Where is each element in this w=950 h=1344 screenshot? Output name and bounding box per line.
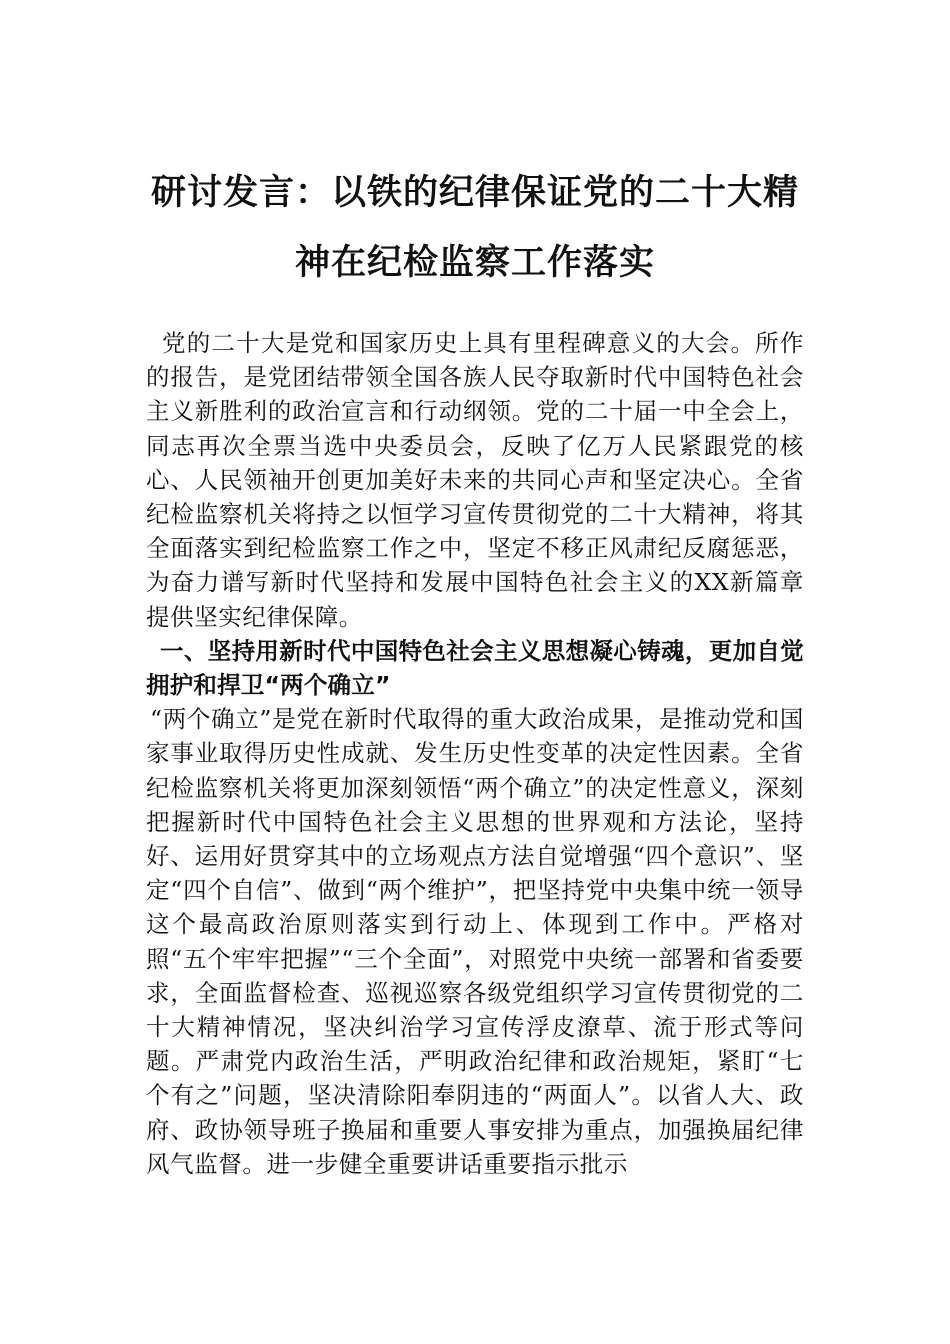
title-line-2: 神在纪检监察工作落实 — [294, 242, 655, 283]
paragraph-section-1: “两个确立”是党在新时代取得的重大政治成果，是推动党和国家事业取得历史性成就、发生历史性变革的决定性因素。全省纪检监察机关将更加深刻领悟“两个确立”的决定性意义，深刻把握新时代中国特色社会主义思想的世界观和方法论，坚持好、运用好贯穿其中的立场观点方法自觉增强“四个意识”、坚定“四个自信”、做到“两个维护”，把坚持党中央集中统一领导这个最高政治原则落实到行动上、体现到工作中。严格对照“五个牢牢把握”“三个全面”，对照党中央统一部署和省委要求，全面监督检查、巡视巡察各级党组织学习宣传贯彻党的二十大精神情况，坚决纠治学习宣传浮皮潦草、流于形式等问题。严肃党内政治生活，严明政治纪律和政治规矩，紧盯“七个有之”问题，坚决清除阳奉阴违的“两面人”。以省人大、政府、政协领导班子换届和重要人事安排为重点，加强换届纪律风气监督。进一步健全重要讲话重要指示批示 — [146, 705, 804, 1178]
paragraph-intro: 党的二十大是党和国家历史上具有里程碑意义的大会。所作的报告，是党团结带领全国各族人民夺取新时代中国特色社会主义新胜利的政治宣言和行动纲领。党的二十届一中全会上，同志再次全票当选中央委员会，反映了亿万人民紧跟党的核心、人民领袖开创更加美好未来的共同心声和坚定决心。全省纪检监察机关将持之以恒学习宣传贯彻党的二十大精神，将其全面落实到纪检监察工作之中，坚定不移正风肃纪反腐惩恶，为奋力谱写新时代坚持和发展中国特色社会主义的XX新篇章提供坚实纪律保障。 — [146, 329, 804, 631]
document-body — [146, 326, 804, 1181]
section-heading-1: 一、坚持用新时代中国特色社会主义思想凝心铸魂，更加自觉拥护和捍卫“两个确立” — [146, 636, 804, 700]
document-title — [146, 158, 804, 298]
title-line-1: 研讨发言：以铁的纪律保证党的二十大精 — [150, 172, 799, 213]
